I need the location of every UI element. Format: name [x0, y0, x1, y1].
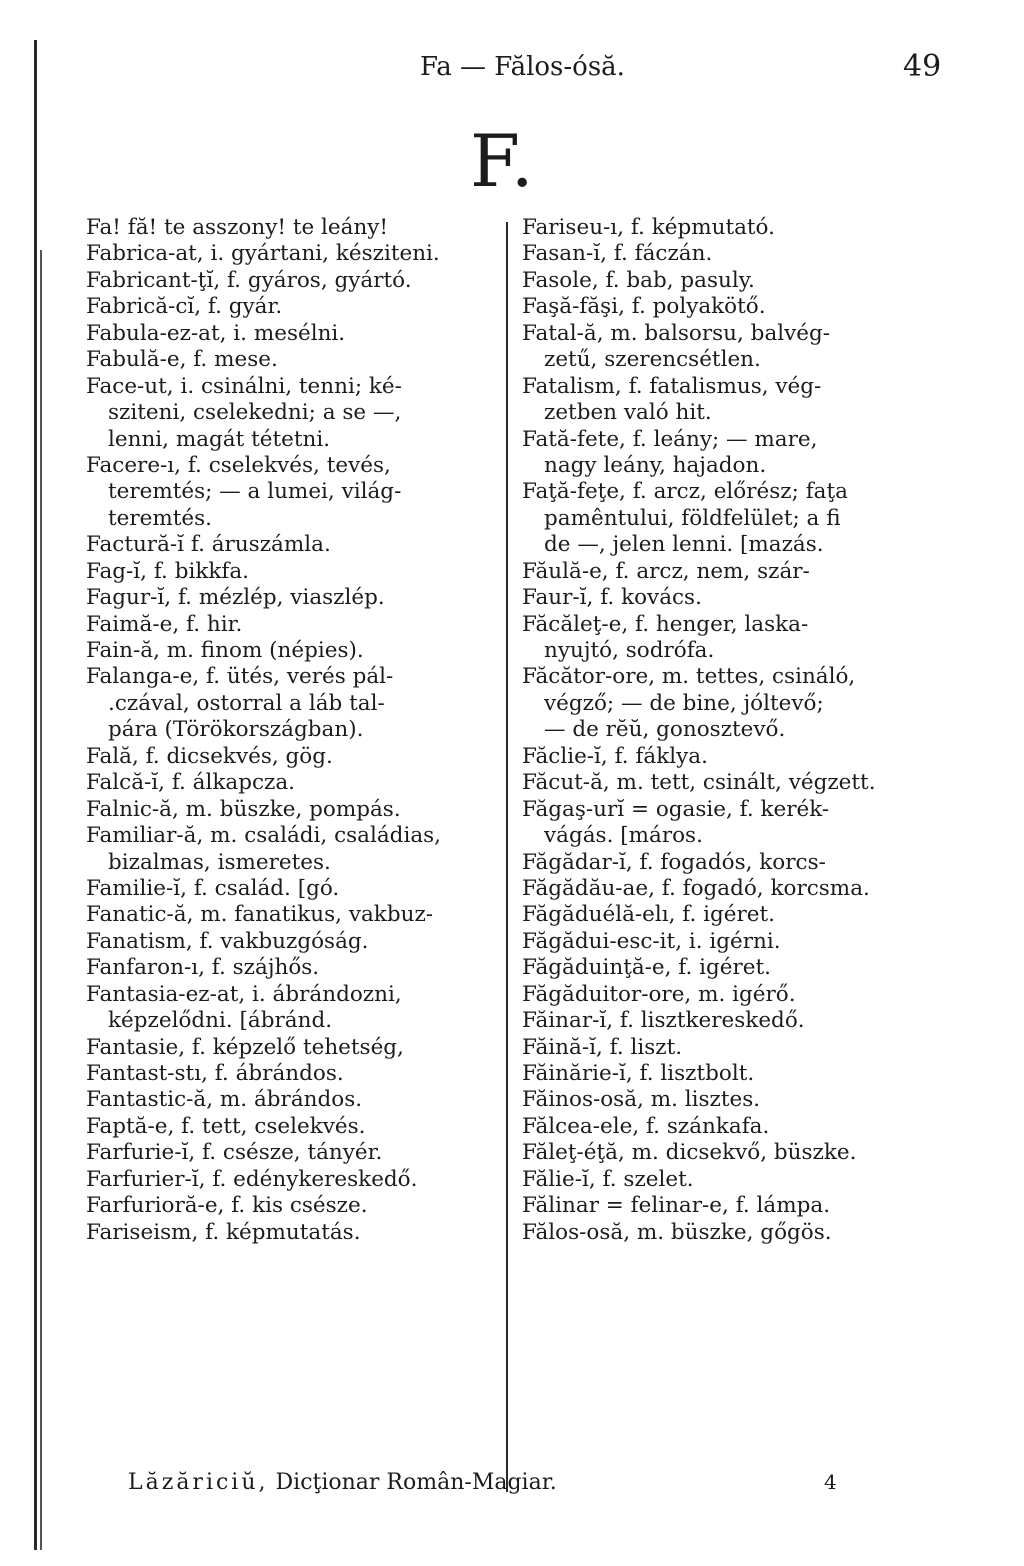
dictionary-entry-line: Fantasia-ez-at, i. ábrándozni, [86, 981, 402, 1007]
dictionary-entry-line: Fată-fete, f. leány; — mare, [522, 426, 818, 452]
dictionary-entry-line: Fantast-stı, f. ábrándos. [86, 1061, 344, 1086]
dictionary-entry-line: Fabrica-at, i. gyártani, késziteni. [86, 241, 440, 267]
dictionary-entry-line: — de rĕŭ, gonosztevő. [544, 717, 786, 743]
dictionary-entry-line: Face-ut, i. csinálni, tenni; ké- [86, 373, 402, 399]
dictionary-entry-line: Fălos-osă, m. büszke, gőgös. [522, 1219, 832, 1245]
running-title: Fa — Fălos-ósă. [420, 52, 625, 82]
dictionary-entry-line: Fanfaron-ı, f. szájhős. [86, 955, 320, 981]
right-column [522, 215, 942, 1246]
dictionary-entry-line: Făulă-e, f. arcz, nem, szár- [522, 558, 810, 584]
page-edge-rule [34, 40, 37, 1550]
dictionary-entry-line: képzelődni. [ábránd. [108, 1008, 333, 1034]
page-edge-rule-inner [40, 250, 42, 1550]
dictionary-entry-line: Făgădui-esc-it, i. igérni. [522, 928, 781, 954]
dictionary-entry-line: Făclie-ĭ, f. fáklya. [522, 743, 708, 769]
dictionary-entry-line: Fălie-ĭ, f. szelet. [522, 1166, 694, 1192]
dictionary-entry-line: teremtés. [108, 505, 212, 531]
dictionary-entry-line: teremtés; — a lumei, világ- [108, 479, 402, 505]
dictionary-entry-line: Făinos-osă, m. lisztes. [522, 1087, 761, 1113]
dictionary-entry-line: Fag-ĭ, f. bikkfa. [86, 558, 250, 584]
footer-signature: 4 [824, 1470, 837, 1494]
dictionary-entry-line: zetű, szerencsétlen. [544, 347, 761, 373]
footer-title: Dicţionar Român-Magiar. [275, 1470, 557, 1495]
dictionary-entry-line: bizalmas, ismeretes. [108, 849, 331, 875]
dictionary-entry-line: Fală, f. dicsekvés, gög. [86, 743, 333, 769]
dictionary-entry-line: Făcăleţ-e, f. henger, laska- [522, 611, 809, 637]
dictionary-entry-line: végző; — de bine, jóltevő; [544, 690, 824, 716]
page-footer [128, 1470, 837, 1495]
dictionary-entry-line: Fabrică-cĭ, f. gyár. [86, 294, 283, 320]
dictionary-entry-line: Făgădău-ae, f. fogadó, korcsma. [522, 875, 870, 901]
dictionary-entry-line: Făgădar-ĭ, f. fogadós, korcs- [522, 849, 826, 875]
left-column [86, 215, 516, 1246]
dictionary-entry-line: Făleţ-éţă, m. dicsekvő, büszke. [522, 1140, 857, 1166]
dictionary-entry-line: Fabricant-ţĭ, f. gyáros, gyártó. [86, 267, 412, 293]
dictionary-entry-line: de —, jelen lenni. [mazás. [544, 532, 824, 558]
dictionary-entry-line: Făcător-ore, m. tettes, csináló, [522, 664, 856, 690]
dictionary-entry-line: Farfurioră-e, f. kis csésze. [86, 1193, 368, 1219]
dictionary-entry-line: vágás. [máros. [544, 823, 703, 849]
dictionary-entry-line: Fatalism, f. fatalismus, vég- [522, 373, 822, 399]
dictionary-entry-line: Făinar-ĭ, f. lisztkereskedő. [522, 1008, 805, 1034]
dictionary-entry-line: Faţă-feţe, f. arcz, előrész; faţa [522, 479, 848, 505]
dictionary-entry-line: Fălinar = felinar-e, f. lámpa. [522, 1193, 831, 1219]
dictionary-entry-line: Făgăduélă-elı, f. igéret. [522, 902, 775, 928]
dictionary-entry-line: Factură-ĭ f. áruszámla. [86, 532, 331, 558]
dictionary-entry-line: lenni, magát tétetni. [108, 426, 331, 452]
dictionary-entry-line: Facere-ı, f. cselekvés, tevés, [86, 452, 391, 478]
dictionary-entry-line: Făgaş-urĭ = ogasie, f. kerék- [522, 796, 830, 822]
dictionary-entry-line: Fasan-ĭ, f. fáczán. [522, 241, 713, 267]
dictionary-entry-line: .czával, ostorral a láb tal- [108, 690, 385, 716]
dictionary-entry-line: Fagur-ĭ, f. mézlép, viaszlép. [86, 585, 385, 611]
dictionary-entry-line: zetben való hit. [544, 400, 712, 426]
section-letter: F. [470, 119, 536, 203]
dictionary-entry-line: Faşă-făşi, f. polyakötő. [522, 294, 766, 320]
dictionary-entry-line: Fain-ă, m. finom (népies). [86, 638, 364, 663]
dictionary-entry-line: Făină-ĭ, f. liszt. [522, 1034, 683, 1060]
dictionary-entry-line: nyujtó, sodrófa. [544, 638, 715, 663]
dictionary-entry-line: Fasole, f. bab, pasuly. [522, 267, 755, 293]
dictionary-entry-line: Farfurier-ĭ, f. edénykereskedő. [86, 1166, 418, 1192]
dictionary-entry-line: Familiar-ă, m. családi, családias, [86, 823, 442, 849]
dictionary-entry-line: Fatal-ă, m. balsorsu, balvég- [522, 320, 831, 346]
dictionary-entry-line: Familie-ĭ, f. család. [gó. [86, 875, 340, 901]
dictionary-entry-line: Faptă-e, f. tett, cselekvés. [86, 1113, 366, 1139]
dictionary-entry-line: Falcă-ĭ, f. álkapcza. [86, 770, 296, 796]
dictionary-entry-line: Făinărie-ĭ, f. lisztbolt. [522, 1061, 755, 1086]
dictionary-entry-line: Fabula-ez-at, i. mesélni. [86, 320, 346, 346]
dictionary-entry-line: Faimă-e, f. hir. [86, 611, 243, 637]
dictionary-entry-line: Falnic-ă, m. büszke, pompás. [86, 796, 401, 822]
dictionary-entry-line: Fantasie, f. képzelő tehetség, [86, 1034, 404, 1060]
dictionary-entry-line: Făgăduinţă-e, f. igéret. [522, 955, 772, 981]
footer-author: Lăzăriciŭ, [128, 1470, 269, 1495]
dictionary-entry-line: Fantastic-ă, m. ábrándos. [86, 1087, 363, 1113]
dictionary-entry-line: sziteni, cselekedni; a se —, [108, 400, 402, 426]
dictionary-entry-line: nagy leány, hajadon. [544, 452, 767, 478]
dictionary-entry-line: pára (Törökországban). [108, 717, 364, 743]
dictionary-entry-line: Fanatism, f. vakbuzgóság. [86, 928, 369, 954]
page-number: 49 [903, 49, 942, 84]
dictionary-entry-line: Faur-ĭ, f. kovács. [522, 585, 702, 611]
dictionary-entry-line: Fa! fă! te asszony! te leány! [86, 215, 389, 240]
column-divider [506, 222, 508, 1492]
dictionary-entry-line: Farfurie-ĭ, f. csésze, tányér. [86, 1140, 383, 1166]
dictionary-entry-line: Făgăduitor-ore, m. igérő. [522, 981, 796, 1007]
dictionary-entry-line: Falanga-e, f. ütés, verés pál- [86, 664, 394, 690]
dictionary-entry-line: Fanatic-ă, m. fanatikus, vakbuz- [86, 902, 434, 928]
dictionary-entry-line: Fălcea-ele, f. szánkafa. [522, 1113, 770, 1139]
dictionary-entry-line: Fabulă-e, f. mese. [86, 347, 278, 373]
dictionary-entry-line: pamêntului, földfelület; a fi [544, 505, 841, 531]
dictionary-entry-line: Fariseu-ı, f. képmutató. [522, 215, 775, 240]
dictionary-entry-line: Fariseism, f. képmutatás. [86, 1219, 361, 1245]
dictionary-entry-line: Făcut-ă, m. tett, csinált, végzett. [522, 770, 876, 796]
page-header [0, 49, 1024, 92]
